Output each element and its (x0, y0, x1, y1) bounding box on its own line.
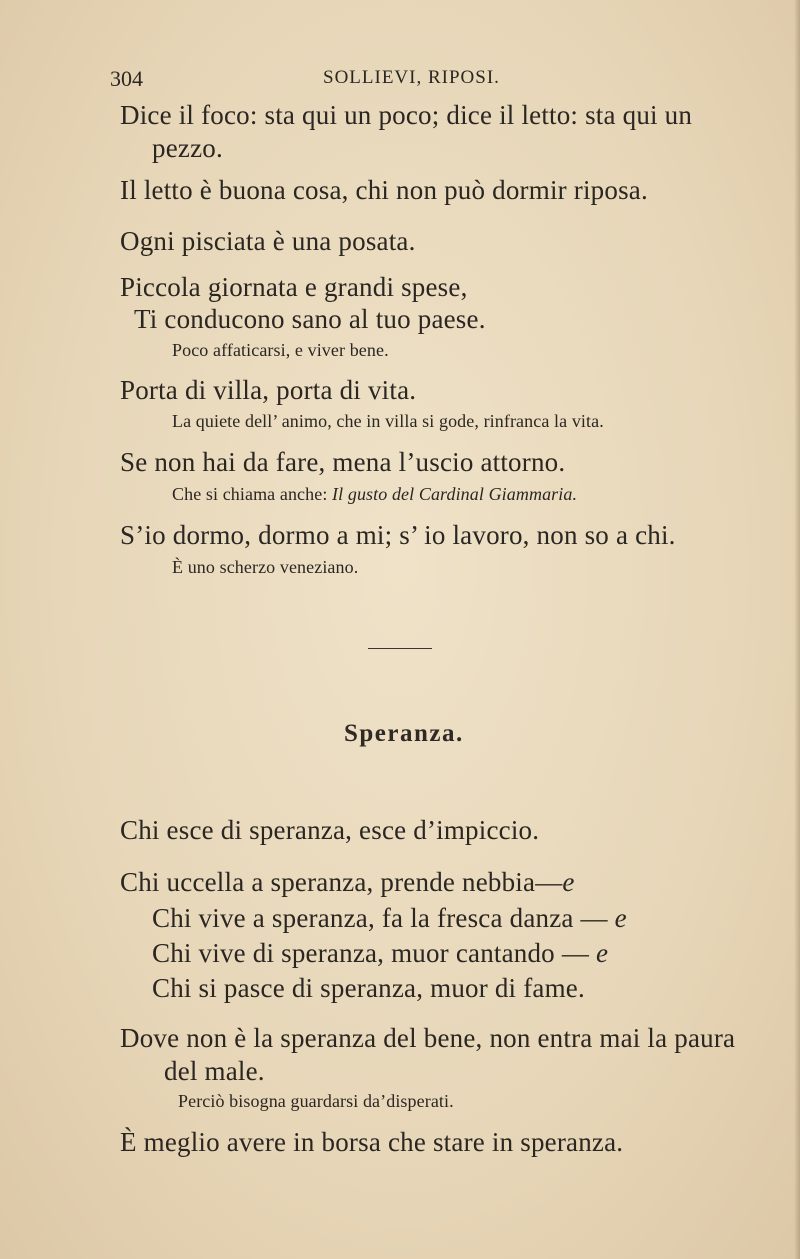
gloss-line: Poco affaticarsi, e viver bene. (172, 340, 389, 360)
proverb-line: Ti conducono sano al tuo paese. (134, 304, 486, 334)
proverb-text: Chi uccella a speranza, prende nebbia— (120, 867, 563, 897)
section-divider (368, 648, 432, 649)
continuation-mark: e (595, 938, 609, 968)
proverb-text: Chi vive a speranza, fa la fresca danza — (152, 903, 615, 933)
gloss-line (172, 484, 577, 505)
proverb-line: Piccola giornata e grandi spese, (120, 272, 468, 302)
continuation-mark: e (614, 903, 627, 933)
proverb-line: Chi esce di speranza, esce d’impiccio. (120, 815, 540, 845)
proverb-line (120, 867, 575, 898)
proverb-line: pezzo. (152, 133, 223, 163)
gloss-line: La quiete dell’ animo, che in villa si gode, rinfranca la vita. (172, 411, 604, 431)
page-edge-shadow (794, 0, 800, 1259)
gloss-line: È uno scherzo veneziano. (172, 557, 359, 577)
page-number: 304 (110, 66, 143, 91)
proverb-line: Ogni pisciata è una posata. (120, 226, 416, 256)
proverb-line: Il letto è buona cosa, chi non può dormir riposa. (120, 175, 648, 205)
section-title: Speranza. (344, 720, 464, 747)
gloss-text: Che si chiama anche: (172, 484, 333, 504)
proverb-line: Dice il foco: sta qui un poco; dice il letto: sta qui un (120, 100, 693, 130)
proverb-line: È meglio avere in borsa che stare in speranza. (120, 1127, 624, 1157)
proverb-line (152, 938, 608, 969)
proverb-text: Chi vive di speranza, muor cantando — (152, 938, 596, 968)
gloss-line: Perciò bisogna guardarsi da’disperati. (178, 1091, 454, 1111)
running-title: SOLLIEVI, RIPOSI. (323, 67, 500, 88)
proverb-line (152, 903, 627, 934)
proverb-line: Chi si pasce di speranza, muor di fame. (152, 973, 585, 1003)
proverb-line: Porta di villa, porta di vita. (120, 375, 417, 405)
proverb-line: Se non hai da fare, mena l’uscio attorno. (120, 447, 566, 477)
gloss-italic-text: Il gusto del Cardinal Giammaria. (332, 484, 578, 504)
proverb-line: S’io dormo, dormo a mi; s’ io lavoro, non so a chi. (120, 520, 676, 550)
proverb-line: del male. (164, 1056, 265, 1086)
continuation-mark: e (562, 867, 575, 897)
proverb-line: Dove non è la speranza del bene, non entra mai la paura (120, 1023, 736, 1053)
